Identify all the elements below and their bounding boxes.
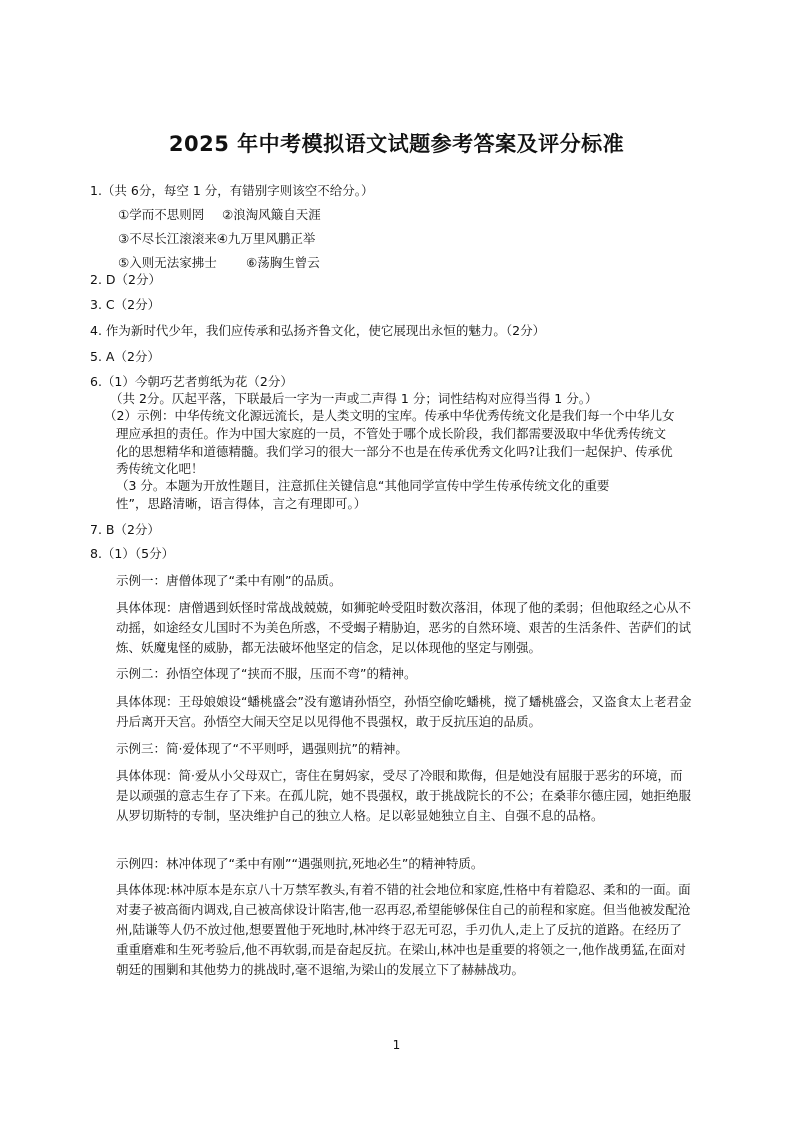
q8-example2-title: 示例二：孙悟空体现了“挟而不服，压而不弯”的精神。	[116, 666, 417, 681]
q8-header: 8.（1）（5分）	[90, 546, 175, 561]
q2-answer: 2. D（2分）	[90, 272, 161, 287]
q6-part2-line1: （2）示例：中华传统文化源远流长，是人类文明的宝库。传承中华优秀传统文化是我们每一个中华儿女	[104, 408, 675, 423]
q8-example3-title: 示例三：简·爱体现了“不平则呼，遇强则抗”的精神。	[116, 741, 408, 756]
q4-answer: 4. 作为新时代少年，我们应传承和弘扬齐鲁文化，使它展现出永恒的魅力。（2分）	[90, 323, 546, 338]
q6-part2-note-line1: （3 分。本题为开放性题目，注意抓住关键信息“其他同学宣传中学生传承传统文化的重要	[116, 478, 610, 493]
q8-example4-body: 具体体现:林冲原本是东京八十万禁军教头,有着不错的社会地位和家庭,性格中有着隐忍、柔和的一面。面对妻子被高衙内调戏,自己被高俅设计陷害,他一忍再忍,希望能够保住自己的前程和家庭。但当他被发配沧州,陆谦等人仍不放过他,想要置他于死地时,林冲终于忍无可忍，手刃仇人,走上了反抗的道路。在经历了重重磨难和生死考验后,他不再软弱,而是奋起反抗。在梁山,林冲也是重要的将领之一,他作战勇猛,在面对朝廷的围剿和其他势力的挑战时,毫不退缩,为梁山的发展立下了赫赫战功。	[116, 882, 691, 977]
q6-part1-note: （共 2分。仄起平落，下联最后一字为一声或二声得 1 分；词性结构对应得当得 1 分。）	[110, 391, 598, 406]
q1-answer-2: ②浪淘风簸自天涯	[222, 207, 321, 222]
page-title: 2025 年中考模拟语文试题参考答案及评分标准	[168, 132, 625, 156]
q7-answer: 7. B（2分）	[90, 522, 160, 537]
q3-answer: 3. C（2分）	[90, 297, 161, 312]
q6-part2-note-line2: 性”，思路清晰，语言得体，言之有理即可。）	[116, 496, 367, 511]
q8-example2-body: 具体体现：王母娘娘设“蟠桃盛会”没有邀请孙悟空，孙悟空偷吃蟠桃，搅了蟠桃盛会，又盗食太上老君金丹后离开天宫。孙悟空大闹天空足以见得他不畏强权，敢于反抗压迫的品质。	[116, 694, 692, 729]
q8-example1-title: 示例一：唐僧体现了“柔中有刚”的品质。	[116, 573, 342, 588]
q6-part2-line4: 秀传统文化吧！	[116, 461, 204, 476]
q1-answer-5: ⑤入则无法家拂士	[118, 255, 217, 270]
q1-answer-3-4: ③不尽长江滚滚来④九万里风鹏正举	[118, 231, 316, 246]
q1-answer-1: ①学而不思则罔	[118, 207, 205, 222]
page-number: 1	[392, 1038, 401, 1052]
q8-example4-title: 示例四：林冲体现了“柔中有刚”“遇强则抗,死地必生”的精神特质。	[116, 856, 484, 871]
q5-answer: 5. A（2分）	[90, 349, 160, 364]
q8-example3-body: 具体体现：简·爱从小父母双亡，寄住在舅妈家，受尽了冷眼和欺侮，但是她没有屈服于恶劣的环境，而是以顽强的意志生存了下来。在孤儿院，她不畏强权，敢于挑战院长的不公；在桑菲尔德庄园，她拒绝服从罗切斯特的专制，坚决维护自己的独立人格。足以彰显她独立自主、自强不息的品格。	[116, 768, 692, 823]
q1-answer-6: ⑥荡胸生曾云	[246, 255, 320, 270]
q1-header: 1.（共 6分，每空 1 分，有错别字则该空不给分。）	[90, 183, 374, 198]
q6-part2-line2: 理应承担的责任。作为中国大家庭的一员，不管处于哪个成长阶段，我们都需要汲取中华优秀传统文	[116, 426, 667, 441]
q6-part1: 6.（1）今朝巧艺者剪纸为花（2分）	[90, 374, 293, 389]
q8-example1-body: 具体体现：唐僧遇到妖怪时常战战兢兢，如狮驼岭受阻时数次落泪，体现了他的柔弱；但他取经之心从不动摇，如途经女儿国时不为美色所惑，不受蝎子精胁迫，恶劣的自然环境、艰苦的生活条件、苦萨们的试炼、妖魔鬼怪的威胁，都无法破坏他坚定的信念，足以体现他的坚定与刚强。	[116, 600, 692, 655]
q6-part2-line3: 化的思想精华和道德精髓。我们学习的很大一部分不也是在传承优秀文化吗?让我们一起保护、传承优	[116, 444, 673, 459]
